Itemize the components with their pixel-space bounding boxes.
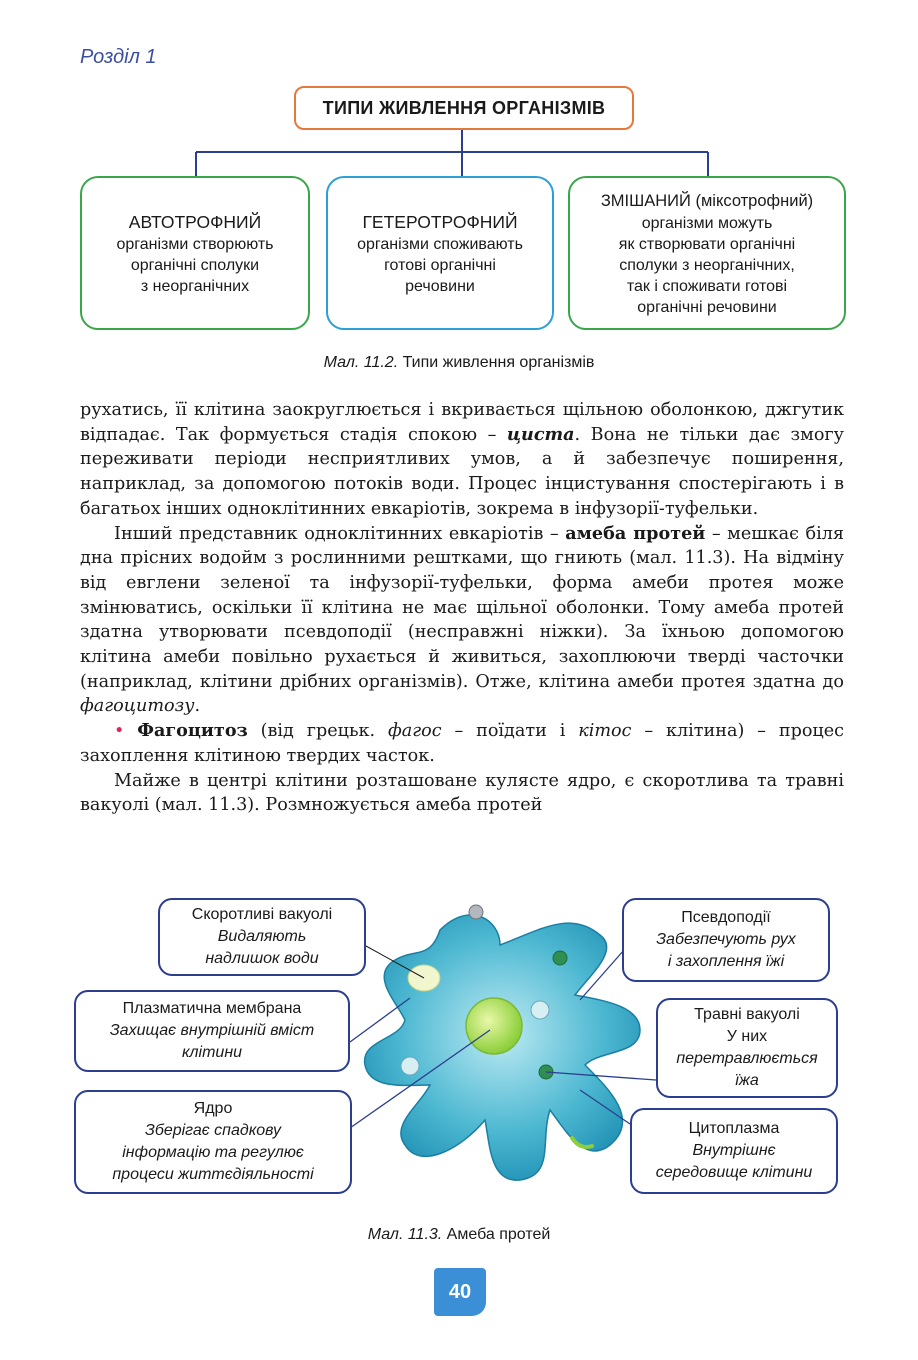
caption-text: Амеба протей [442, 1226, 551, 1243]
type-desc-line: сполуки з неорганічних, [619, 256, 795, 274]
label-title: Травні вакуолі [694, 1006, 800, 1023]
type-desc-line: речовини [405, 277, 475, 295]
label-digestive-vacuoles [656, 998, 838, 1098]
paragraph [80, 398, 844, 522]
type-desc-line: як створювати органічні [618, 235, 796, 253]
food-vacuole-shape [553, 951, 567, 965]
label-title: Скоротливі вакуолі [191, 906, 333, 923]
food-vacuole-shape [531, 1001, 549, 1019]
food-vacuole-shape [401, 1057, 419, 1075]
type-desc-line: так і споживати готові [626, 277, 788, 295]
label-desc: їжа [735, 1072, 759, 1089]
text-run: . [194, 696, 201, 717]
label-title: Плазматична мембрана [122, 1000, 302, 1017]
label-desc: перетравлюється [676, 1050, 818, 1067]
caption-prefix: Мал. 11.2. [323, 354, 399, 371]
label-desc: надлишок води [205, 950, 319, 967]
text-run: . Вона не тільки дає змогу переживати періоди несприятливих умов, а й забезпечує поширення, наприклад, за допомогою потоків води. Процес інцистування спостерігають і в багатьох інших одноклітинних евкаріотів, зокрема в інфузорії-туфельки. [80, 424, 844, 519]
text-run: – поїдати і [441, 721, 579, 742]
figure-caption-11-3 [0, 1226, 918, 1244]
type-desc-line: організми споживають [357, 235, 523, 253]
definition-term: Фагоцитоз [137, 720, 248, 742]
term-phagocytosis: фагоцитозу [80, 696, 195, 717]
term-amoeba: амеба протей [565, 522, 706, 544]
label-desc: Зберігає спадкову [145, 1122, 281, 1139]
label-cytoplasm [630, 1108, 838, 1194]
type-box-autotrophic [80, 176, 310, 330]
food-particle-shape [469, 905, 483, 919]
type-desc-line: організми створюють [116, 235, 274, 253]
caption-prefix: Мал. 11.3. [367, 1226, 443, 1243]
paragraph [80, 522, 844, 720]
type-desc-line: готові органічні [384, 256, 496, 274]
bullet-icon: • [114, 721, 125, 742]
figure-caption-11-2 [0, 354, 918, 372]
label-title: Псевдоподії [681, 909, 771, 926]
type-box-mixotrophic [568, 176, 846, 330]
type-name: ЗМІШАНИЙ (міксотрофний) [600, 191, 814, 210]
label-line: У них [726, 1028, 768, 1045]
type-name: ГЕТЕРОТРОФНИЙ [362, 211, 518, 232]
section-label: Розділ 1 [80, 46, 157, 68]
text-run: Інший представник одноклітинних евкаріотів – [114, 523, 566, 544]
label-desc: інформацію та регулює [122, 1144, 304, 1161]
greek-word: кітос [578, 721, 632, 742]
label-nucleus [74, 1090, 352, 1194]
label-plasma-membrane [74, 990, 350, 1072]
label-pseudopods [622, 898, 830, 982]
text-run: Майже в центрі клітини розташоване кулясте ядро, є скоротлива та травні вакуолі (мал. 11.3). Розмножується амеба протей [80, 770, 844, 816]
label-desc: клітини [181, 1044, 243, 1061]
definition-paragraph [80, 719, 844, 768]
label-desc: Забезпечують рух [656, 931, 796, 948]
label-desc: Захищає внутрішній вміст [109, 1022, 315, 1039]
body-text [80, 398, 844, 818]
type-name: АВТОТРОФНИЙ [128, 211, 262, 232]
label-contractile-vacuoles [158, 898, 366, 976]
page-number: 40 [434, 1268, 486, 1316]
label-desc: Внутрішнє [692, 1142, 776, 1159]
type-desc-line: органічні сполуки [130, 256, 260, 274]
label-desc: процеси життєдіяльності [112, 1166, 314, 1183]
paragraph [80, 769, 844, 818]
label-desc: і захоплення їжі [667, 953, 785, 970]
caption-text: Типи живлення організмів [398, 354, 595, 371]
type-desc-line: з неорганічних [140, 277, 250, 295]
text-run: – клітина) – процес захоплення клітиною твердих часток. [80, 721, 845, 766]
nucleus-shape [466, 998, 522, 1054]
label-title: Цитоплазма [688, 1120, 780, 1137]
text-run: рухатись, її клітина заокруглюється і вкривається щільною оболонкою, джгутик відпадає. Так формується стадія спокою – [80, 400, 844, 445]
type-box-heterotrophic [326, 176, 554, 330]
text-run: (від грецьк. [247, 721, 388, 742]
diagram-title: ТИПИ ЖИВЛЕННЯ ОРГАНІЗМІВ [294, 86, 634, 130]
label-desc: Видаляють [217, 928, 307, 945]
greek-word: фагос [387, 721, 442, 742]
term-cysta: циста [506, 423, 575, 445]
label-desc: середовище клітини [655, 1164, 813, 1181]
label-title: Ядро [193, 1100, 233, 1117]
type-desc-line: організми можуть [641, 214, 773, 232]
type-desc-line: органічні речовини [637, 298, 777, 316]
text-run: – мешкає біля дна прісних водойм з рослинними рештками, що гниють (мал. 11.3). На відміну від евглени зеленої та інфузорії-туфельки, форма амеби протея може змінюватись, оскільки її клітина не має щільної оболонки. Тому амеба протей здатна утворювати псевдоподії (несправжні ніжки). За їхньою допомогою клітина амеби повільно рухається й живиться, захоплюючи тверді часточки (наприклад, клітини дрібних організмів). Отже, клітина амеби протея здатна до [80, 523, 844, 692]
